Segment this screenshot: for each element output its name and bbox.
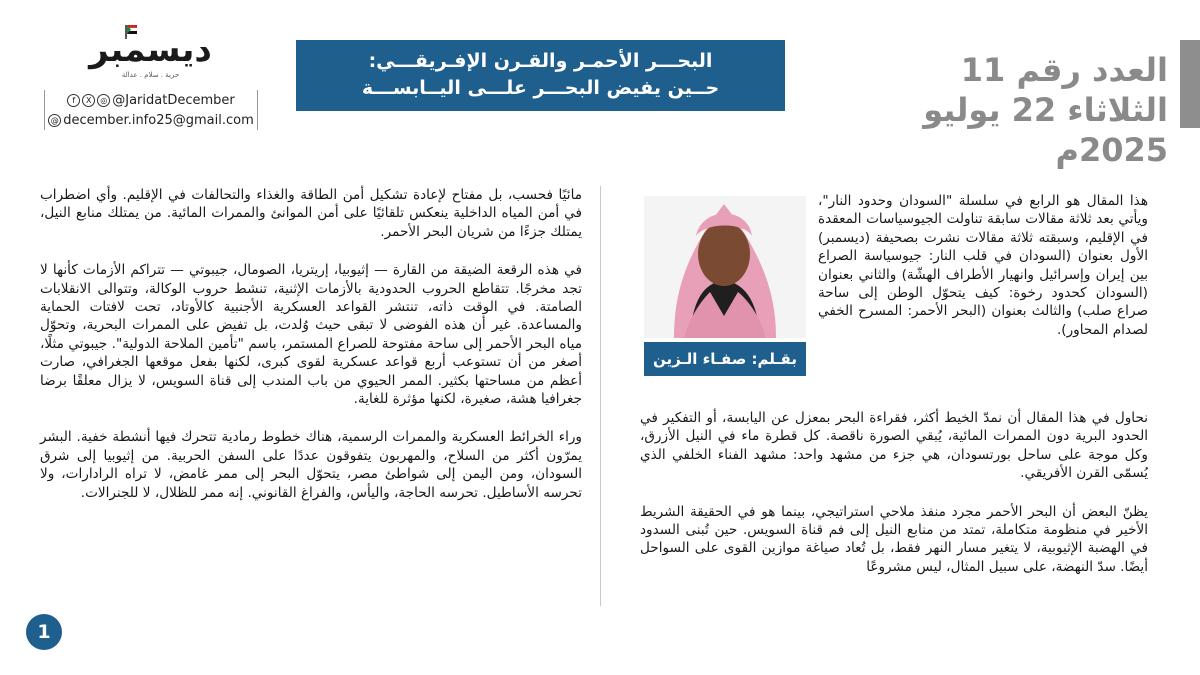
- author-byline: بقـلم: صفـاء الـزين: [644, 342, 806, 376]
- column-divider: [600, 186, 601, 606]
- paragraph: وراء الخرائط العسكرية والممرات الرسمية، هناك خطوط رمادية تتحرك فيها أنشطة خفية. البشر يمرّون أكثر من السلاح، والمهربون يتفوقون عددًا على السفن الحربية. من إثيوبيا إلى شرق السودان، ومن اليمن إلى شواطئ مصر، يتحوّل البحر إلى ممر غامض، لا تراه الرادارات، ولا تحرسه الأساطيل. تحرسه الحاجة، واليأس، والفراغ القانوني. إنه ممر للظلال، لا للجنرالات.: [40, 429, 582, 501]
- x-icon: X: [82, 94, 95, 107]
- issue-date: الثلاثاء 22 يوليو 2025م: [923, 91, 1168, 169]
- instagram-icon: ◎: [97, 94, 110, 107]
- article-column-right-top: [818, 192, 1148, 359]
- article-column-right-bottom: [640, 409, 1148, 596]
- paragraph: نحاول في هذا المقال أن نمدّ الخيط أكثر، فقراءة البحر بمعزل عن اليابسة، أو التفكير في الحدود البرية دون الممرات المائية، يُبقي الصورة ناقصة. كل قطرة ماء في النيل الأزرق، وكل موجة على ساحل بورتسودان، هي جزء من مشهد واحد: مشهد الفناء الخلفي الذي يُسمّى القرن الأفريقي.: [640, 410, 1148, 482]
- facebook-icon: f: [67, 94, 80, 107]
- author-photo: [644, 196, 806, 338]
- paragraph: يظنّ البعض أن البحر الأحمر مجرد منفذ ملاحي استراتيجي، بينما هو في الحقيقة الشريط الأخير في منظومة متكاملة، تمتد من منابع النيل إلى فم قناة السويس. حين تُبنى السدود في الهضبة الإثيوبية، لا يتغير مسار النهر فقط، بل تُعاد صياغة موازين القوى على السواحل أيضًا. سدّ النهضة، على سبيل المثال، ليس مشروعًا: [640, 503, 1148, 575]
- social-row: [45, 90, 257, 110]
- newspaper-logo: [78, 25, 223, 80]
- article-column-left: [40, 186, 582, 522]
- issue-number: العدد رقم 11: [960, 51, 1168, 89]
- logo-tagline: حرية . سلام . عدالة: [121, 71, 180, 79]
- paragraph: هذا المقال هو الرابع في سلسلة "السودان وحدود النار"، ويأتي بعد ثلاثة مقالات سابقة تناولت الجيوسياسات المعقدة في الإقليم، وسبقته ثلاثة مقالات نشرت بصحيفة (ديسمبر) الأول بعنوان (السودان في قلب النار: جيوسياسة الصراع بين إيران وإسرائيل وانهيار الأطراف الهشّة) والثاني بعنوان (السودان كحدود رخوة: كيف يتحوّل الوطن إلى ساحة صراع صلب) والثالث بعنوان (البحر الأحمر: المسرح الخفي لصدام المحاور).: [818, 193, 1148, 338]
- contact-box: [44, 90, 258, 130]
- article-title-line2: حــين يفيض البحـــر علـــى اليــابســـة: [361, 77, 720, 99]
- email-address[interactable]: december.info25@gmail.com: [63, 112, 254, 128]
- author-portrait-icon: [644, 196, 806, 338]
- issue-info: [848, 50, 1168, 170]
- article-title-line1: البحـــر الأحمـر والقـرن الإفـريقـــي:: [368, 50, 713, 72]
- logo-wordmark: ديسمبر: [89, 30, 212, 70]
- article-title-box: [296, 40, 785, 111]
- paragraph: في هذه الرقعة الضيقة من القارة — إثيوبيا، إريتريا، الصومال، جيبوتي — تتراكم الأزمات كأنها لا تجد مخرجًا. تتقاطع الحروب الحدودية بالأزمات الإثنية، تنشط حروب الوكالة، وتتوالى الانقلابات الصامتة. في الوقت ذاته، تنتشر القواعد العسكرية الأجنبية كالأوتاد، تحت لافتات الحماية والمساعدة. غير أن هذه الفوضى لا تبقى حيث وُلدت، بل تفيض على الممرات البحرية، وتحوّل مياه البحر الأحمر إلى ساحة مفتوحة للصراع المستمر، باسم "تأمين الملاحة الدولية". جيبوتي مثلًا، أصغر من أن تستوعب أربع قواعد عسكرية لقوى كبرى، لكنها بفعل موقعها الجغرافي، صارت أعظم من مساحتها بكثير. الممر الحيوي من باب المندب إلى قناة السويس، لا يزال معلقًا برضا جغرافيا هشة، صغيرة، لكنها مؤثرة للغاية.: [40, 262, 582, 408]
- page-number: 1: [26, 614, 62, 650]
- paragraph: مائيًا فحسب، بل مفتاح لإعادة تشكيل أمن الطاقة والغذاء والتحالفات في الإقليم. وأي اضطراب في أمن المياه الداخلية ينعكس تلقائيًا على أمن الموانئ والممرات المائية. من يمتلك منابع النيل، يمتلك جزءًا من شريان البحر الأحمر.: [40, 187, 582, 240]
- email-icon: @: [48, 114, 61, 127]
- header-side-bar: [1180, 40, 1200, 128]
- social-handle[interactable]: @JaridatDecember: [112, 92, 235, 108]
- email-row: [45, 110, 257, 130]
